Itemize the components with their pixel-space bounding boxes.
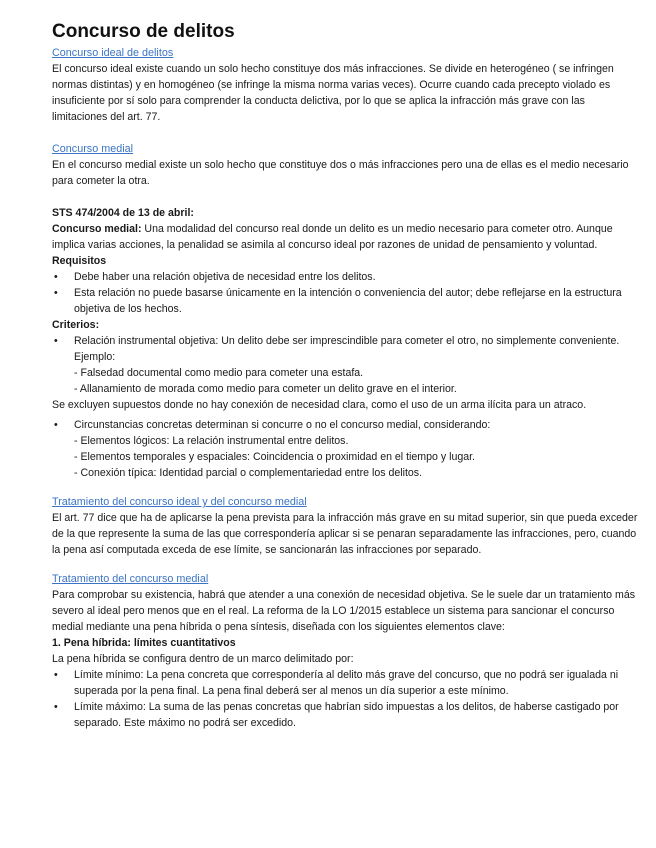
- criterios-list: [52, 333, 640, 365]
- paragraph-tratamiento-ideal-medial: El art. 77 dice que ha de aplicarse la pena prevista para la infracción más grave en su mitad superior, sin que pueda exceder de la que represente la suma de las que correspondería aplicar si se penaran separadamente las infracciones, pero, cuando la pena así computada exceda de ese límite, se sancionarán las infracciones por separado.: [52, 512, 638, 556]
- requisitos-list: [52, 269, 640, 317]
- limites-list: [52, 667, 640, 731]
- list-item: • Límite máximo: La suma de las penas concretas que habrían sido impuestas a los delitos, de haberse castigado por separado. Este máximo no podrá ser excedido.: [52, 699, 640, 731]
- criterios-label: Criterios:: [52, 319, 100, 331]
- paragraph-concurso-ideal: El concurso ideal existe cuando un solo hecho constituye dos más infracciones. Se divide en heterogéneo ( se infringen normas distintas) y en homogéneo (se infringe la misma norma varias veces). Ocurre cuando cada precepto violado es insuficiente por sí solo para comprender la conducta delictiva, por lo que se aplica la infracción más grave con las limitaciones del art. 77.: [52, 63, 614, 123]
- heading-concurso-medial[interactable]: Concurso medial: [52, 143, 134, 155]
- page-title: Concurso de delitos: [52, 21, 235, 42]
- list-item: • Circunstancias concretas determinan si concurre o no el concurso medial, considerando:: [52, 417, 640, 433]
- list-item: • Esta relación no puede basarse únicamente en la intención o conveniencia del autor; debe reflejarse en la estructura objetiva de los hechos.: [52, 285, 640, 317]
- sub-item: - Conexión típica: Identidad parcial o complementariedad entre los delitos.: [74, 467, 423, 479]
- heading-concurso-ideal[interactable]: Concurso ideal de delitos: [52, 47, 174, 59]
- sub-item: - Allanamiento de morada como medio para cometer un delito grave en el interior.: [74, 383, 457, 395]
- list-item: • Límite mínimo: La pena concreta que correspondería al delito más grave del concurso, que no podrá ser igualada ni superada por la pena final. La pena final deberá ser al menos un día superior a este mínimo.: [52, 667, 640, 699]
- sts-heading: STS 474/2004 de 13 de abril:: [52, 207, 194, 219]
- exclusion-text: Se excluyen supuestos donde no hay conexión de necesidad clara, como el uso de un arma ilícita para un atraco.: [52, 399, 587, 411]
- sts-definition-label: Concurso medial:: [52, 223, 142, 235]
- heading-tratamiento-ideal-medial[interactable]: Tratamiento del concurso ideal y del concurso medial: [52, 496, 307, 508]
- sts-definition: [52, 221, 640, 253]
- paragraph-tratamiento-medial: Para comprobar su existencia, habrá que atender a una conexión de necesidad objetiva. Se le suele dar un tratamiento más severo al ideal pero menos que en el real. La reforma de la LO 1/2015 establece un sistema para sancionar el concurso medial mediante una pena híbrida o pena síntesis, diseñada con los siguientes elementos clave:: [52, 589, 636, 633]
- sub-item: - Falsedad documental como medio para cometer una estafa.: [74, 367, 364, 379]
- pena-hibrida-heading: 1. Pena híbrida: límites cuantitativos: [52, 637, 236, 649]
- criterios-list-2: [52, 417, 640, 433]
- list-item: • Debe haber una relación objetiva de necesidad entre los delitos.: [52, 269, 640, 285]
- sub-item: - Elementos lógicos: La relación instrumental entre delitos.: [74, 435, 349, 447]
- pena-hibrida-intro: La pena híbrida se configura dentro de un marco delimitado por:: [52, 653, 354, 665]
- sts-definition-text: Una modalidad del concurso real donde un delito es un medio necesario para cometer otro. Aunque implica varias acciones, la penalidad se asimila al concurso ideal por razones de unidad de pensamiento y voluntad.: [52, 223, 613, 251]
- heading-tratamiento-medial[interactable]: Tratamiento del concurso medial: [52, 573, 209, 585]
- sub-item: - Elementos temporales y espaciales: Coincidencia o proximidad en el tiempo y lugar.: [74, 451, 475, 463]
- list-item: • Relación instrumental objetiva: Un delito debe ser imprescindible para cometer el otro, no simplemente conveniente. Ejemplo:: [52, 333, 640, 365]
- paragraph-concurso-medial: En el concurso medial existe un solo hecho que constituye dos o más infracciones pero una de ellas es el medio necesario para cometer la otra.: [52, 159, 629, 187]
- requisitos-label: Requisitos: [52, 255, 107, 267]
